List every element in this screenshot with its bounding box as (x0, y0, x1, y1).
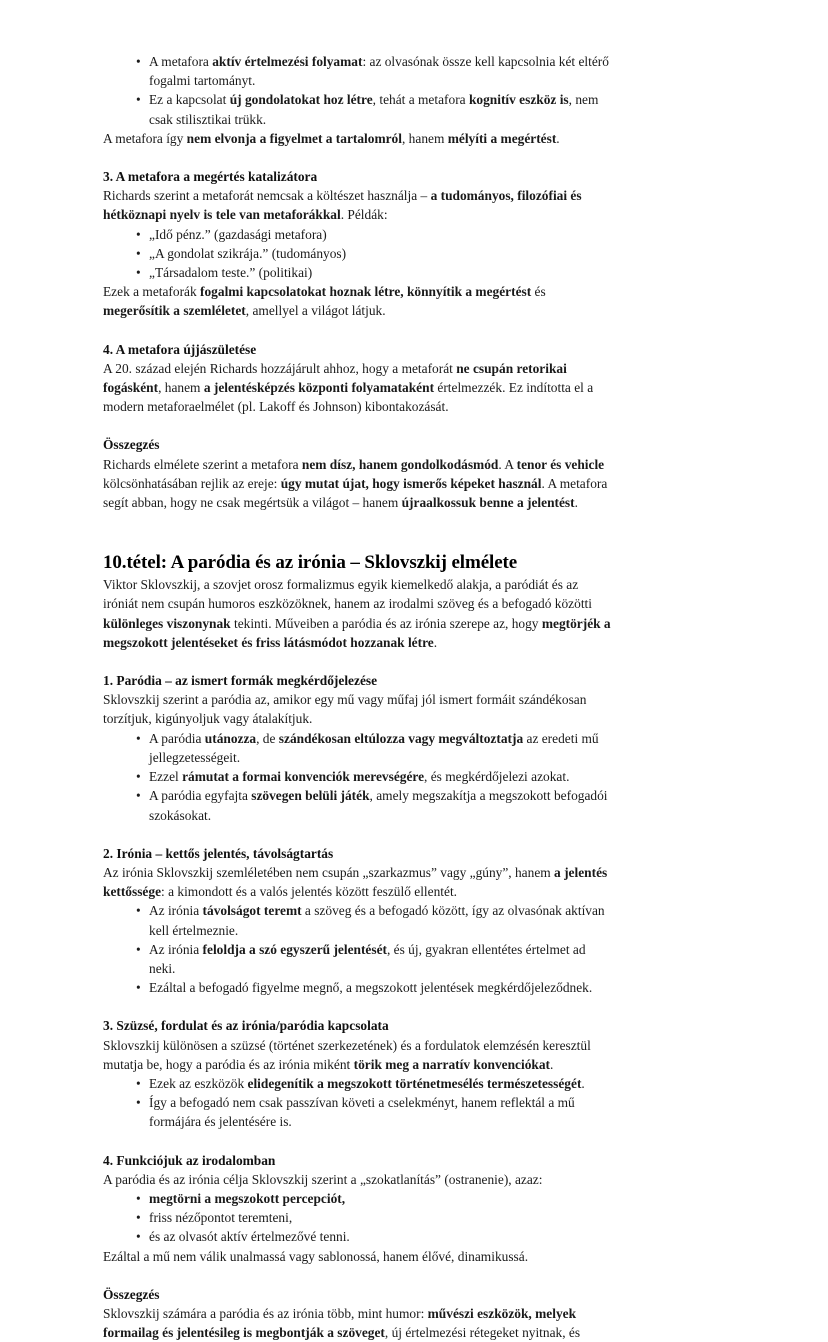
body-text: , tehát a metafora (372, 92, 469, 108)
section-bullet-list-2 (103, 901, 613, 997)
bullet-icon: • (136, 1095, 141, 1111)
section-closing-4 (103, 1247, 613, 1266)
body-text: A metafora (149, 54, 213, 69)
body-text: és az olvasót aktív értelmezővé tenni. (149, 1229, 350, 1245)
section-intro-1 (103, 690, 613, 728)
body-text: : a kimondott és a valós jelentés között feszülő ellentét. (161, 884, 458, 900)
spacer (103, 416, 613, 435)
emphasis-text: tenor és vehicle (516, 456, 605, 472)
body-text: , új értelmezési rétegeket nyitnak, és (384, 1325, 581, 1341)
list-item (122, 90, 613, 128)
spacer (103, 321, 613, 340)
body-text: Így a befogadó nem csak passzívan követi a cselekményt, hanem reflektál a mű formájára és jelentésére is. (149, 1095, 575, 1130)
body-text: a szöveg és a befogadó között, így az olvasónak aktívan kell értelmeznie. (149, 903, 605, 938)
body-text: Sklovszkij szerint a paródia az, amikor egy mű vagy műfaj jól ismert formáit szándékosan torzítjuk, kigúnyoljuk vagy átalakítjuk. (103, 692, 587, 727)
emphasis-text: újraalkossuk benne a jelentést (401, 495, 575, 511)
list-item (122, 1093, 613, 1131)
top-bullet-list (103, 52, 613, 129)
emphasis-text: kognitív eszköz is (468, 92, 569, 108)
section-3-closing (103, 282, 613, 320)
spacer (103, 1266, 613, 1285)
body-text: Viktor Sklovszkij, a szovjet orosz formalizmus egyik kiemelkedő alakja, a paródiát és az iróniát nem csupán humoros eszközöknek, hanem az irodalmi szöveg és a befogadó közötti (103, 577, 592, 612)
summary-body-sklovszkij (103, 1304, 613, 1342)
summary-heading-metafora: Összegzés (103, 437, 160, 453)
list-item (122, 729, 613, 767)
bullet-icon: • (136, 769, 141, 785)
section-bullet-list-4 (103, 1189, 613, 1247)
bullet-icon: • (136, 788, 141, 804)
list-item (122, 1227, 613, 1246)
section-heading-metafora-3: 3. A metafora a megértés katalizátora (103, 169, 318, 185)
section-3-intro (103, 186, 613, 224)
bullet-icon: • (136, 1190, 141, 1206)
list-item-text (149, 52, 613, 90)
emphasis-text: fogalmi kapcsolatokat hoznak létre, könnyítik a megértést (200, 284, 532, 300)
emphasis-text: elidegenítik a megszokott történetmesélés természetességét (247, 1075, 582, 1091)
body-text: értelmezzék. Ez indította el a modern metaforaelmélet (pl. Lakoff és Johnson) kibontakozását. (103, 380, 594, 415)
list-item-text (149, 1189, 613, 1208)
emphasis-text: a jelentés kettőssége (103, 864, 608, 900)
emphasis-text: a jelentésképzés központi folyamataként (203, 380, 435, 396)
bullet-icon: • (136, 1075, 141, 1091)
list-item-text (149, 786, 613, 824)
body-text: A paródia (149, 730, 205, 746)
body-text: Richards elmélete szerint a metafora (103, 456, 302, 472)
body-text: . (574, 495, 578, 511)
body-text: Ez a kapcsolat (149, 92, 230, 108)
section-heading-2: 2. Irónia – kettős jelentés, távolságtartás (103, 845, 334, 861)
section-3-examples-list (103, 225, 613, 283)
page-title-tetel-10: 10.tétel: A paródia és az irónia – Sklovszkij elmélete (103, 552, 518, 574)
list-item (122, 1208, 613, 1227)
emphasis-text: távolságot teremt (202, 903, 302, 919)
body-text: . (556, 130, 560, 146)
bullet-icon: • (136, 54, 141, 69)
list-item (122, 978, 613, 997)
body-text: , amellyel a világot látjuk. (245, 303, 386, 319)
bullet-icon: • (136, 1210, 141, 1226)
spacer (103, 652, 613, 671)
bullet-icon: • (136, 245, 141, 261)
section-heading-1: 1. Paródia – az ismert formák megkérdőjelezése (103, 673, 378, 689)
body-text: , és új, gyakran ellentétes értelmet ad neki. (149, 941, 586, 976)
list-item-text (149, 1227, 613, 1246)
emphasis-text: megtörni a megszokott percepciót, (149, 1190, 346, 1206)
body-text: A paródia és az irónia célja Sklovszkij szerint a „szokatlanítás” (ostranenie), azaz: (103, 1171, 543, 1187)
list-item-text (149, 767, 613, 786)
section-heading-metafora-4: 4. A metafora újjászületése (103, 341, 257, 357)
body-text: . A (498, 456, 517, 472)
bullet-icon: • (136, 730, 141, 746)
body-text: A paródia egyfajta (149, 788, 252, 804)
body-text: Az irónia Sklovszkij szemléletében nem csupán „szarkazmus” vagy „gúny”, hanem (103, 864, 555, 880)
list-item-text (149, 1093, 613, 1131)
body-text: . Példák: (340, 207, 388, 223)
emphasis-text: a tudományos, filozófiai és hétköznapi nyelv is tele van metaforákkal (103, 188, 582, 223)
summary-heading-sklovszkij: Összegzés (103, 1286, 160, 1302)
list-item-text (149, 90, 613, 128)
body-text: Ezzel (149, 769, 183, 785)
spacer (103, 1132, 613, 1151)
emphasis-text: nem dísz, hanem gondolkodásmód (301, 456, 499, 472)
list-item (122, 1189, 613, 1208)
list-item (122, 767, 613, 786)
body-text: , de (256, 730, 279, 746)
list-item (122, 901, 613, 939)
emphasis-text: törik meg a narratív konvenciókat (353, 1056, 551, 1072)
tetel-10-intro (103, 575, 613, 652)
body-text: , hanem (401, 130, 448, 146)
body-text: Ezáltal a mű nem válik unalmassá vagy sablonossá, hanem élővé, dinamikussá. (103, 1248, 529, 1264)
emphasis-text: mélyíti a megértést (447, 130, 557, 146)
list-item (122, 1074, 613, 1093)
body-text: , hanem (158, 380, 204, 396)
tetel-10-sections (103, 652, 613, 1266)
body-text: az eredeti mű jellegzetességeit. (149, 730, 599, 765)
document-content (103, 52, 613, 1342)
body-text: , amely megszakítja a megszokott befogadói szokásokat. (149, 788, 608, 823)
list-item-text (149, 244, 613, 263)
list-item-text (149, 1208, 613, 1227)
body-text: tekinti. Műveiben a paródia és az irónia szerepe az, hogy (230, 615, 542, 631)
body-text: kölcsönhatásában rejlik az ereje: (103, 475, 281, 491)
body-text: , és megkérdőjelezi azokat. (424, 769, 570, 785)
emphasis-text: nem elvonja a figyelmet a tartalomról (186, 130, 402, 146)
top-closing-paragraph (103, 129, 613, 148)
emphasis-text: feloldja a szó egyszerű jelentését (202, 941, 387, 957)
body-text: Az irónia (149, 903, 203, 919)
emphasis-text: szövegen belüli játék (251, 788, 370, 804)
emphasis-text: rámutat a formai konvenciók merevségére (182, 769, 425, 785)
body-text: Richards szerint a metaforát nemcsak a költészet használja – (103, 188, 431, 204)
body-text: Ezáltal a befogadó figyelme megnő, a megszokott jelentések megkérdőjeleződnek. (149, 980, 593, 996)
spacer (103, 531, 613, 550)
emphasis-text: szándékosan eltúlozza vagy megváltoztatja (278, 730, 524, 746)
body-text: Ezek az eszközök (149, 1075, 248, 1091)
body-text: . (550, 1056, 554, 1072)
list-item-text (149, 729, 613, 767)
section-intro-3 (103, 1036, 613, 1074)
list-item (122, 940, 613, 978)
body-text: „Idő pénz.” (gazdasági metafora) (149, 226, 327, 242)
list-item-text (149, 1074, 613, 1093)
list-item (122, 244, 613, 263)
body-text: : az olvasónak össze kell kapcsolnia két eltérő fogalmi tartományt. (149, 54, 609, 89)
list-item (122, 52, 613, 90)
list-item (122, 225, 613, 244)
body-text: . (581, 1075, 585, 1091)
body-text: , nem csak stilisztikai trükk. (149, 92, 599, 127)
body-text: és (531, 284, 546, 300)
emphasis-text: megtörjék a megszokott jelentéseket és friss látásmódot hozzanak létre (103, 615, 611, 650)
body-text: . (433, 634, 438, 650)
bullet-icon: • (136, 941, 141, 957)
body-text: Sklovszkij számára a paródia és az irónia több, mint humor: (103, 1305, 428, 1321)
emphasis-text: különleges viszonynak (103, 615, 231, 631)
spacer (103, 512, 613, 531)
list-item (122, 263, 613, 282)
section-intro-4 (103, 1170, 613, 1189)
spacer (103, 825, 613, 844)
section-4-body (103, 359, 613, 417)
list-item-text (149, 978, 613, 997)
list-item-text (149, 263, 613, 282)
emphasis-text: új gondolatokat hoz létre (229, 92, 373, 108)
body-text: Ezek a metaforák (103, 284, 201, 300)
emphasis-text: utánozza (204, 730, 257, 746)
emphasis-text: úgy mutat újat, hogy ismerős képeket használ (280, 475, 542, 491)
section-intro-2 (103, 863, 613, 901)
bullet-icon: • (136, 903, 141, 919)
section-bullet-list-1 (103, 729, 613, 825)
body-text: Sklovszkij különösen a szüzsé (történet szerkezetének) és a fordulatok elemzésén keresztül mutatja be, hogy a paródia és az irónia miként (103, 1037, 591, 1072)
spacer (103, 997, 613, 1016)
body-text: A metafora így (103, 130, 187, 146)
list-item (122, 786, 613, 824)
bullet-icon: • (136, 980, 141, 996)
bullet-icon: • (136, 226, 141, 242)
body-text: Az irónia (149, 941, 203, 957)
spacer (103, 148, 613, 167)
body-text: „A gondolat szikrája.” (tudományos) (149, 245, 347, 261)
body-text: . A metafora segít abban, hogy ne csak megértsük a világot – hanem (103, 475, 608, 511)
body-text: friss nézőpontot teremteni, (149, 1210, 293, 1226)
emphasis-text: aktív értelmezési folyamat (212, 54, 363, 69)
section-heading-3: 3. Szüzsé, fordulat és az irónia/paródia kapcsolata (103, 1018, 389, 1034)
list-item-text (149, 901, 613, 939)
bullet-icon: • (136, 265, 141, 281)
body-text: A 20. század elején Richards hozzájárult ahhoz, hogy a metaforát (103, 360, 457, 376)
section-heading-4: 4. Funkciójuk az irodalomban (103, 1152, 276, 1168)
emphasis-text: művészi eszközök, melyek formailag és jelentésileg is megbontják a szöveget (103, 1305, 577, 1341)
summary-body-metafora (103, 455, 613, 513)
bullet-icon: • (136, 1229, 141, 1245)
list-item-text (149, 940, 613, 978)
emphasis-text: megerősítik a szemléletet (103, 303, 246, 319)
emphasis-text: ne csupán retorikai fogásként (103, 360, 567, 396)
bullet-icon: • (136, 92, 141, 108)
body-text: „Társadalom teste.” (politikai) (149, 265, 313, 281)
list-item-text (149, 225, 613, 244)
section-bullet-list-3 (103, 1074, 613, 1132)
